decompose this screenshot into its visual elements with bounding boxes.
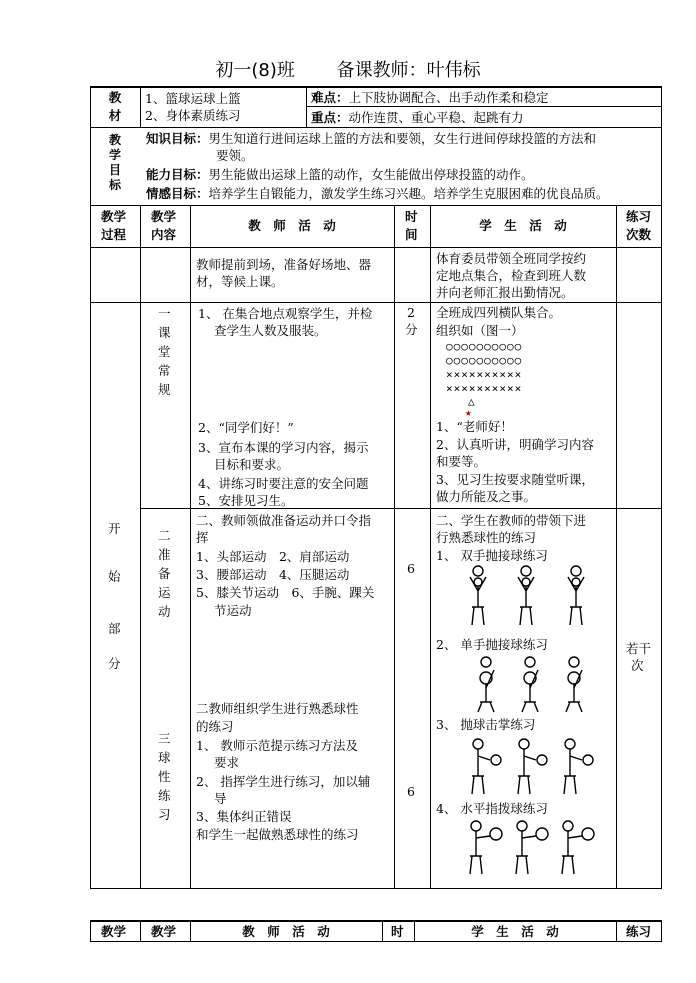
process-char-3: 部 — [108, 621, 121, 636]
exercise-figure-2 — [466, 656, 596, 718]
footer-student: 学 生 活 动 — [471, 924, 559, 939]
routine-student-b3: 和要等。 — [436, 454, 487, 469]
header-reps-2: 次数 — [626, 227, 652, 242]
formation-row-4: ×××××××××× — [446, 382, 523, 395]
difficulty-text: 上下肢协调配合、出手动作柔和稳定 — [348, 90, 549, 105]
warmup-student-2: 行熟悉球性的练习 — [436, 530, 537, 545]
header-student: 学 生 活 动 — [479, 218, 567, 233]
pre-student-2: 定地点集合，检查到班人数 — [436, 268, 587, 283]
warmup-time: 6 — [407, 561, 415, 576]
objectives-label: 教学目标 — [108, 133, 121, 192]
header-content-2: 内容 — [151, 227, 177, 242]
key-line — [311, 109, 524, 126]
routine-char-3: 堂 — [158, 344, 171, 359]
routine-teacher-b2: 3、宣布本课的学习内容，揭示 — [198, 440, 369, 455]
formation-star: ★ — [465, 406, 473, 419]
emotion-label: 情感目标： — [146, 186, 209, 201]
formation-row-1: ○○○○○○○○○○ — [446, 340, 523, 353]
warmup-char-3: 备 — [158, 566, 171, 581]
header-reps-1: 练习 — [626, 209, 652, 224]
routine-teacher-b3: 目标和要求。 — [214, 457, 290, 472]
pre-teacher-1: 教师提前到场，准备好场地、器 — [196, 257, 372, 272]
routine-student-b2: 2、认真听讲，明确学习内容 — [436, 437, 594, 452]
ball-char-1: 三 — [158, 731, 171, 746]
header-teacher: 教 师 活 动 — [248, 218, 336, 233]
ball-teacher-1: 二教师组织学生进行熟悉球性 — [196, 701, 359, 716]
page-title — [0, 56, 696, 82]
key-text: 动作连贯、重心平稳、起跳有力 — [348, 110, 524, 125]
footer-process: 教学 — [101, 924, 127, 939]
routine-student-b1: 1、“老师好！ — [436, 419, 513, 434]
ball-char-2: 球 — [158, 750, 171, 765]
footer-time: 时 — [391, 924, 404, 939]
routine-teacher-b4: 4、讲练习时要注意的安全问题 — [198, 476, 369, 491]
warmup-char-2: 准 — [158, 547, 171, 562]
warmup-teacher-1: 二、教师领做准备运动并口令指 — [196, 513, 372, 528]
exercise-figure-3 — [462, 738, 602, 802]
exercise-figure-1 — [460, 565, 600, 637]
knowledge-line-1 — [146, 130, 596, 147]
routine-student-b4: 3、见习生按要求随堂听课， — [436, 472, 594, 487]
warmup-char-1: 二 — [158, 528, 171, 543]
ball-teacher-6: 导 — [214, 791, 227, 806]
ball-teacher-5: 2、 指挥学生进行练习，加以辅 — [196, 774, 371, 789]
difficulty-label: 难点： — [311, 90, 349, 105]
process-char-1: 开 — [108, 521, 121, 536]
footer-content: 教学 — [151, 924, 177, 939]
process-char-2: 始 — [108, 569, 121, 584]
ball-teacher-7: 3、集体纠正错误 — [196, 809, 292, 824]
emotion-line — [146, 185, 609, 202]
key-label: 重点： — [311, 110, 349, 125]
routine-char-2: 课 — [158, 325, 171, 340]
reps-1: 若干 — [626, 641, 652, 656]
knowledge-label: 知识目标： — [146, 131, 209, 146]
class-name: 初一(8)班 — [215, 60, 295, 81]
header-time-2: 间 — [405, 227, 418, 242]
exercise-4-label: 4、 水平指拨球练习 — [436, 801, 548, 816]
footer-reps: 练习 — [626, 924, 652, 939]
routine-teacher-2: 查学生人数及服装。 — [214, 323, 327, 338]
knowledge-text-1: 男生知道行进间运球上篮的方法和要领，女生行进间停球投篮的方法和 — [208, 131, 597, 146]
ball-teacher-3: 1、 教师示范提示练习方法及 — [196, 738, 358, 753]
exercise-2-label: 2、 单手抛接球练习 — [436, 637, 548, 652]
material-item-2: 2、身体素质练习 — [145, 108, 241, 123]
routine-teacher-b1: 2、“同学们好！” — [198, 420, 294, 435]
routine-char-4: 常 — [158, 363, 171, 378]
warmup-teacher-4: 3、腰部运动 4、压腿运动 — [196, 567, 350, 582]
process-char-4: 分 — [108, 656, 121, 671]
exercise-figure-4 — [462, 820, 602, 882]
exercise-3-label: 3、 抛球击掌练习 — [436, 717, 536, 732]
header-time-1: 时 — [405, 209, 418, 224]
footer-teacher: 教 师 活 动 — [242, 924, 330, 939]
header-content-1: 教学 — [151, 209, 177, 224]
warmup-char-4: 运 — [158, 585, 171, 600]
routine-teacher-b5: 5、安排见习生。 — [198, 493, 294, 508]
warmup-teacher-3: 1、头部运动 2、肩部运动 — [196, 549, 350, 564]
warmup-teacher-5: 5、膝关节运动 6、手腕、踝关 — [196, 585, 375, 600]
knowledge-text-2: 要领。 — [216, 148, 254, 163]
reps-2: 次 — [631, 658, 644, 673]
ability-label: 能力目标： — [146, 167, 209, 182]
ball-teacher-2: 的练习 — [196, 719, 234, 734]
formation-triangle: △ — [468, 395, 476, 408]
ball-teacher-4: 要求 — [214, 755, 240, 770]
routine-char-5: 规 — [158, 382, 171, 397]
pre-student-1: 体育委员带领全班同学按约 — [436, 251, 587, 266]
formation-row-3: ×××××××××× — [446, 368, 523, 381]
routine-student-b5: 做力所能及之事。 — [436, 489, 537, 504]
ability-line — [146, 166, 534, 183]
formation-row-2: ○○○○○○○○○○ — [446, 354, 523, 367]
ability-text: 男生能做出运球上篮的动作，女生能做出停球投篮的动作。 — [208, 167, 534, 182]
material-item-1: 1、篮球运球上篮 — [145, 91, 241, 106]
ball-teacher-8: 和学生一起做熟悉球性的练习 — [196, 827, 359, 842]
ball-time: 6 — [407, 784, 415, 799]
warmup-student-3: 1、 双手抛接球练习 — [436, 548, 548, 563]
pre-student-3: 并向老师汇报出勤情况。 — [436, 285, 574, 300]
routine-time-1: 2 — [407, 305, 415, 320]
routine-char-1: 一 — [158, 306, 171, 321]
teacher-name: 备课教师：叶伟标 — [336, 60, 481, 81]
difficulty-line — [311, 89, 549, 106]
ball-char-3: 性 — [158, 769, 171, 784]
warmup-char-5: 动 — [158, 604, 171, 619]
materials-label: 教材 — [108, 90, 122, 123]
routine-time-2: 分 — [405, 322, 418, 337]
ball-char-4: 练 — [158, 788, 171, 803]
routine-student-a1: 全班成四列横队集合。 — [436, 305, 562, 320]
ball-char-5: 习 — [158, 807, 171, 822]
routine-student-a2: 组织如（图一） — [436, 323, 524, 338]
header-process-1: 教学 — [101, 209, 127, 224]
warmup-student-1: 二、学生在教师的带领下进 — [436, 513, 587, 528]
warmup-teacher-2: 挥 — [196, 530, 209, 545]
emotion-text: 培养学生自锻能力，激发学生练习兴趣。培养学生克服困难的优良品质。 — [208, 186, 609, 201]
warmup-teacher-6: 节运动 — [214, 603, 252, 618]
pre-teacher-2: 材，等候上课。 — [196, 274, 284, 289]
routine-teacher-1: 1、 在集合地点观察学生，并检 — [198, 306, 373, 321]
header-process-2: 过程 — [101, 227, 127, 242]
